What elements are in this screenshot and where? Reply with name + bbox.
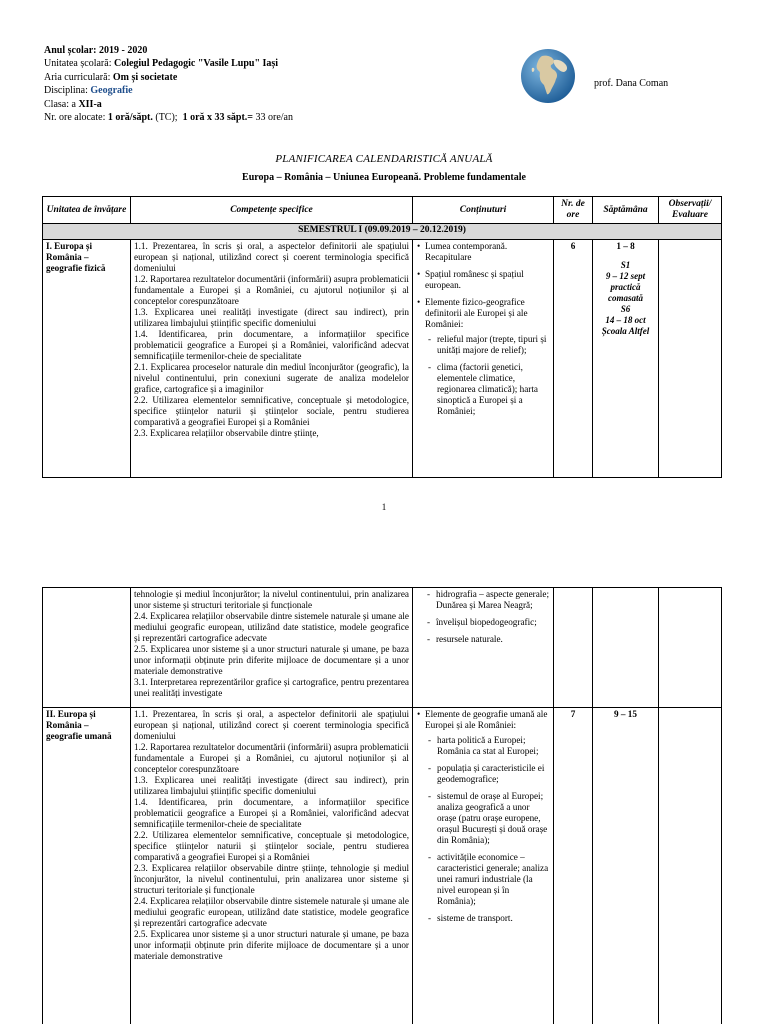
sub-list-item: - clima (factorii genetici, elementele climatice, regionarea climatică); harta sinoptică a Europei și a României; [437,362,550,417]
competence-item: 2.5. Explicarea unor sisteme și a unor structuri naturale și umane, pe baza unor informații obținute prin diferite mijloace de documentare și a unor materiale demonstrative [134,644,409,676]
observations-cell [659,240,722,478]
school-year-label: Anul școlar: [44,45,97,56]
competence-item: 2.2. Utilizarea elementelor semnificative, conceptuale și metodologice, specifice științelor naturii și științelor sociale, pentru studierea comparativă a geografiei Europei și a României [134,395,409,427]
hours-tc: (TC); [155,112,178,124]
week-cell [593,240,659,478]
globe-logo-icon [520,48,576,104]
observations-cell [659,708,722,1024]
sub-list-item: - învelișul biopedogeografic; [436,617,550,628]
competence-item: 2.5. Explicarea unor sisteme și a unor structuri naturale și umane, pe baza unor informații obținute prin diferite mijloace de documentare și a unor materiale demonstrative [134,929,409,961]
curricular-area-value: Om și societate [112,71,178,83]
list-item-text: Elemente de geografie umană ale Europei și ale României: [425,709,548,730]
header-hours: Nr. de ore [554,197,593,224]
competence-item: 2.3. Explicarea relațiilor observabile dintre științe, tehnologie și mediul înconjurător, la nivelul continentului, prin analizarea unor sisteme și structuri teritoriale și funcționale [134,863,409,895]
semester-label: SEMESTRUL I (09.09.2019 – 20.12.2019) [43,224,722,240]
unit-title: II. Europa și România – geografie umană [43,708,131,1024]
hours-cell: 6 [554,240,593,478]
curricular-area-label: Aria curriculară: [44,71,111,83]
week-note: 14 – 18 oct [605,315,646,325]
competence-item: 2.4. Explicarea relațiilor observabile dintre sistemele naturale și umane ale mediului geografic european, utilizând date statistice, modele geografice și reprezentări cartografice adecvate [134,611,409,643]
table-row [43,240,722,478]
competence-item: 1.1. Prezentarea, în scris și oral, a aspectelor definitorii ale spațiului european și național, utilizând corect și coerent terminologia specifică domeniului [134,241,409,273]
week-note: 9 – 12 sept [605,271,646,281]
competence-list [131,588,413,708]
author-name: prof. Dana Coman [594,78,669,89]
unit-title: I. Europa și România – geografie fizică [43,240,131,478]
document-page-2 [0,585,768,1024]
sub-list-item: - relieful major (trepte, tipuri și unități majore de relief); [437,334,550,356]
hours-cell [554,588,593,708]
sub-list-item: - activitățile economice – caracteristici generale; analiza unei ramuri industriale (la nivel european și în România); [437,852,550,907]
document-metadata [44,44,293,124]
semester-row [43,224,722,240]
list-item [425,709,550,924]
table-row [43,708,722,1024]
week-note: practică comasată [608,282,643,303]
hours-cell: 7 [554,708,593,1024]
header-week: Săptămâna [593,197,659,224]
table-header-row [43,197,722,224]
planning-table-continued [42,587,722,1024]
week-note: S1 [620,260,631,270]
week-note: S6 [620,304,631,314]
planning-table [42,196,722,478]
content-list [413,708,554,1024]
competence-item: 1.1. Prezentarea, în scris și oral, a aspectelor definitorii ale spațiului european și național, utilizând corect și coerent terminologia specifică domeniului [134,709,409,741]
competence-item: 1.3. Explicarea unei realități investigate (direct sau indirect), prin utilizarea limbajului științific specific domeniului [134,307,409,328]
hours-calculation: 1 oră x 33 săpt.= [182,112,253,124]
school-year-line [44,44,293,57]
competence-item: 2.1. Explicarea proceselor naturale din mediul înconjurător (geografic), la nivelul continentului, prin conexiuni sugerate de analiza modelelor grafice, cartografice și a imaginilor [134,362,409,394]
hours-line [44,111,293,124]
unit-title-empty [43,588,131,708]
competence-item: 1.2. Raportarea rezultatelor documentării (informării) asupra problematicii fundamentale a Europei și a României, cu ajutorul noțiunilor și al conceptelor corespunzătoare [134,274,409,306]
observations-cell [659,588,722,708]
hours-label: Nr. ore alocate: [44,112,106,124]
header-competences: Competențe specifice [131,197,413,224]
competence-list [131,240,413,478]
week-range: 1 – 8 [616,241,635,251]
competence-item: 2.3. Explicarea relațiilor observabile dintre științe, [134,428,319,438]
school-unit-line [44,57,293,70]
list-item-text: Elemente fizico-geografice definitorii ale Europei și ale României: [425,297,528,329]
competence-item: 3.1. Interpretarea reprezentărilor grafice și cartografice, pentru prezentarea unei realități investigate [134,677,409,698]
week-cell: 9 – 15 [593,708,659,1024]
document-title: PLANIFICAREA CALENDARISTICĂ ANUALĂ [275,153,493,165]
content-list [413,240,554,478]
competence-item: 1.2. Raportarea rezultatelor documentării (informării) asupra problematicii fundamentale a Europei și a României, cu ajutorul noțiunilor și al conceptelor corespunzătoare [134,742,409,774]
sub-list-item: - sistemul de orașe al Europei; analiza geografică a unor orașe (patru orașe europene, orașul București și două orașe din România); [437,791,550,846]
competence-item: 1.4. Identificarea, prin documentare, a informațiilor specifice problematicii geografice a Europei și a României, valorificând adecvat semnificațiile termenilor-cheie de specialitate [134,797,409,829]
list-item: • Spațiul românesc și spațiul european. [425,269,550,291]
class-label: Clasa: a [44,98,76,110]
competence-item: 1.4. Identificarea, prin documentare, a informațiilor specifice problematicii geografice a Europei și a României, valorificând adecvat semnificațiile termenilor-cheie de specialitate [134,329,409,361]
competence-item: tehnologie și mediul înconjurător; la nivelul continentului, prin analizarea unor sisteme și structuri teritoriale și funcționale [134,589,409,610]
competence-list [131,708,413,1024]
sub-list-item: - hidrografia – aspecte generale; Dunărea și Marea Neagră; [436,589,550,611]
competence-item: 2.2. Utilizarea elementelor semnificative, conceptuale și metodologice, specifice științelor naturii și științelor sociale, pentru studierea comparativă a geografiei Europei și a României [134,830,409,862]
competence-item: 1.3. Explicarea unei realități investigate (direct sau indirect), prin utilizarea limbajului științific specific domeniului [134,775,409,796]
page-number: 1 [381,502,387,512]
sub-list-item: - harta politică a Europei; România ca stat al Europei; [437,735,550,757]
sub-list-item: - sisteme de transport. [437,913,550,924]
header-observations: Observații/ Evaluare [659,197,722,224]
header-contents: Conținuturi [413,197,554,224]
competence-item: 2.4. Explicarea relațiilor observabile dintre sistemele naturale și umane ale mediului geografic european, utilizând date statistice, modele geografice și reprezentări cartografice adecvate [134,896,409,928]
school-unit-value: Colegiul Pedagogic "Vasile Lupu" Iași [113,58,279,70]
sub-list-item: - resursele naturale. [436,634,550,645]
hours-total: 33 ore/an [255,112,293,124]
content-list [413,588,554,708]
list-item [425,297,550,417]
curricular-area-line [44,71,293,84]
document-subtitle: Europa – România – Uniunea Europeană. Probleme fundamentale [242,172,526,183]
class-value: XII-a [78,98,102,110]
list-item: • Lumea contemporană. Recapitulare [425,241,550,263]
week-note: Școala Altfel [601,326,650,336]
hours-per-week: 1 oră/săpt. [107,112,153,124]
week-cell [593,588,659,708]
header-unit: Unitatea de învățare [43,197,131,224]
sub-list-item: - populația și caracteristicile ei geodemografice; [437,763,550,785]
discipline-line [44,84,293,97]
class-line [44,98,293,111]
discipline-value: Geografie [90,85,133,97]
school-year-value: 2019 - 2020 [99,45,148,56]
school-unit-label: Unitatea școlară: [44,58,112,70]
table-row [43,588,722,708]
discipline-label: Disciplina: [44,85,88,97]
